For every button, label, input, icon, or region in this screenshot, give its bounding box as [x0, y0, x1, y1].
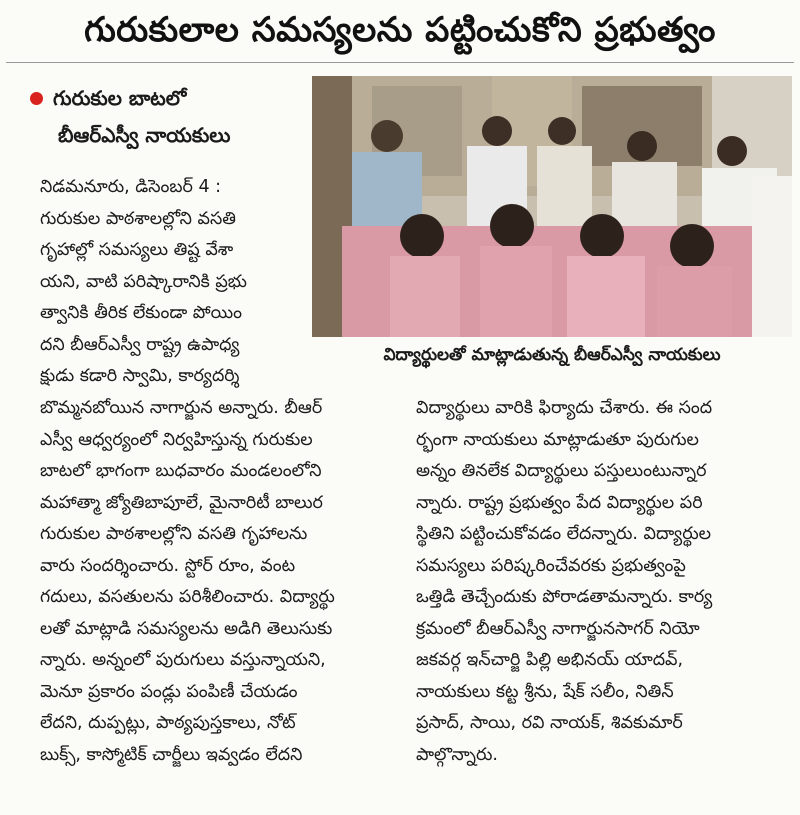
- body-line: బొమ్మనబోయిన నాగార్జున అన్నారు. బీఆర్: [40, 398, 323, 418]
- body-line: మెనూ ప్రకారం పండ్లు పంపిణీ చేయడం: [40, 681, 298, 702]
- subhead: బీఆర్‌ఎస్వీ నాయకులు: [58, 123, 231, 147]
- body-line: అన్నం తినలేక విద్యార్థులు పస్తులుంటున్నార: [416, 461, 707, 481]
- body-line: నిడమనూరు, డిసెంబర్ 4 :: [40, 177, 222, 197]
- body-line: గురుకుల పాఠశాలల్లోని వసతి: [40, 208, 236, 229]
- body-line: ప్రసాద్, సాయి, రవి నాయక్, శివకుమార్: [416, 713, 683, 733]
- headline: గురుకులాల సమస్యలను పట్టించుకోని ప్రభుత్వం: [84, 10, 716, 50]
- column-c: [416, 393, 792, 771]
- body-line: త్వానికి తీరిక లేకుండా పోయిం: [40, 303, 242, 323]
- body-line: గదులు, వసతులను పరిశీలించారు. విద్యార్థు: [40, 587, 335, 607]
- body-line: న్నారు. అన్నంలో పురుగులు వస్తున్నాయని,: [40, 650, 326, 670]
- kicker: [30, 84, 186, 112]
- body-line: ర్భంగా నాయకులు మాట్లాడుతూ పురుగుల: [416, 429, 699, 450]
- body-line: నాయకులు కట్ట శ్రీను, షేక్ సలీం, నితిన్: [416, 681, 674, 702]
- body-line: సమస్యలు పరిష్కరించేవరకు ప్రభుత్వంపై: [416, 555, 686, 576]
- bullet-dot-icon: [30, 92, 43, 105]
- photo-caption: విద్యార్థులతో మాట్లాడుతున్న బీఆర్‌ఎస్వీ నాయకులు: [383, 345, 721, 365]
- news-photo: [312, 76, 792, 337]
- body-line: లేదని, దుప్పట్లు, పాఠ్యపుస్తకాలు, నోట్: [40, 713, 296, 733]
- body-line: బుక్స్, కాస్మోటిక్ చార్జీలు ఇవ్వడం లేదని: [40, 744, 303, 765]
- body-line: క్రమంలో బీఆర్‌ఎస్వీ నాగార్జునసాగర్ నియో: [416, 618, 700, 639]
- body-line: లతో మాట్లాడి సమస్యలను అడిగి తెలుసుకు: [40, 618, 333, 639]
- body-line: స్థితిని పట్టించుకోవడం లేదన్నారు. విద్యార్థుల: [416, 524, 712, 544]
- body-line: బాటలో భాగంగా బుధవారం మండలంలోని: [40, 461, 322, 481]
- body-line: ఎస్వీ ఆధ్వర్యంలో నిర్వహిస్తున్న గురుకుల: [40, 429, 313, 450]
- body-line: న్నారు. రాష్ట్ర ప్రభుత్వం పేద విద్యార్థుల పరి: [416, 492, 703, 513]
- body-line: మహాత్మా జ్యోతిబాపూలే, మైనారిటీ బాలుర: [40, 492, 323, 513]
- body-line: పాల్గొన్నారు.: [416, 744, 498, 765]
- body-line: దని బీఆర్‌ఎస్వీ రాష్ట్ర ఉపాధ్య: [40, 334, 240, 355]
- body-line: గృహాల్లో సమస్యలు తిష్ట వేశా: [40, 240, 234, 260]
- column-a: [40, 172, 318, 393]
- body-line: ఒత్తిడి తెచ్చేందుకు పోరాడతామన్నారు. కార్య: [416, 587, 713, 607]
- body-line: గురుకుల పాఠశాలల్లోని వసతి గృహాలను: [40, 524, 308, 544]
- body-line: క్షుడు కడారి స్వామి, కార్యదర్శి: [40, 366, 240, 386]
- body-line: యని, వాటి పరిష్కారానికి ప్రభు: [40, 271, 247, 292]
- body-line: జకవర్గ ఇన్‌చార్జి పిల్లి అభినయ్ యాదవ్,: [416, 650, 684, 670]
- headline-rule: [6, 62, 794, 63]
- body-line: విద్యార్థులు వారికి ఫిర్యాదు చేశారు. ఈ సంద: [416, 398, 713, 418]
- body-line: వారు సందర్శించారు. స్టోర్ రూం, వంట: [40, 555, 296, 576]
- kicker-text: గురుకుల బాటలో: [53, 86, 187, 110]
- column-b: [40, 393, 402, 771]
